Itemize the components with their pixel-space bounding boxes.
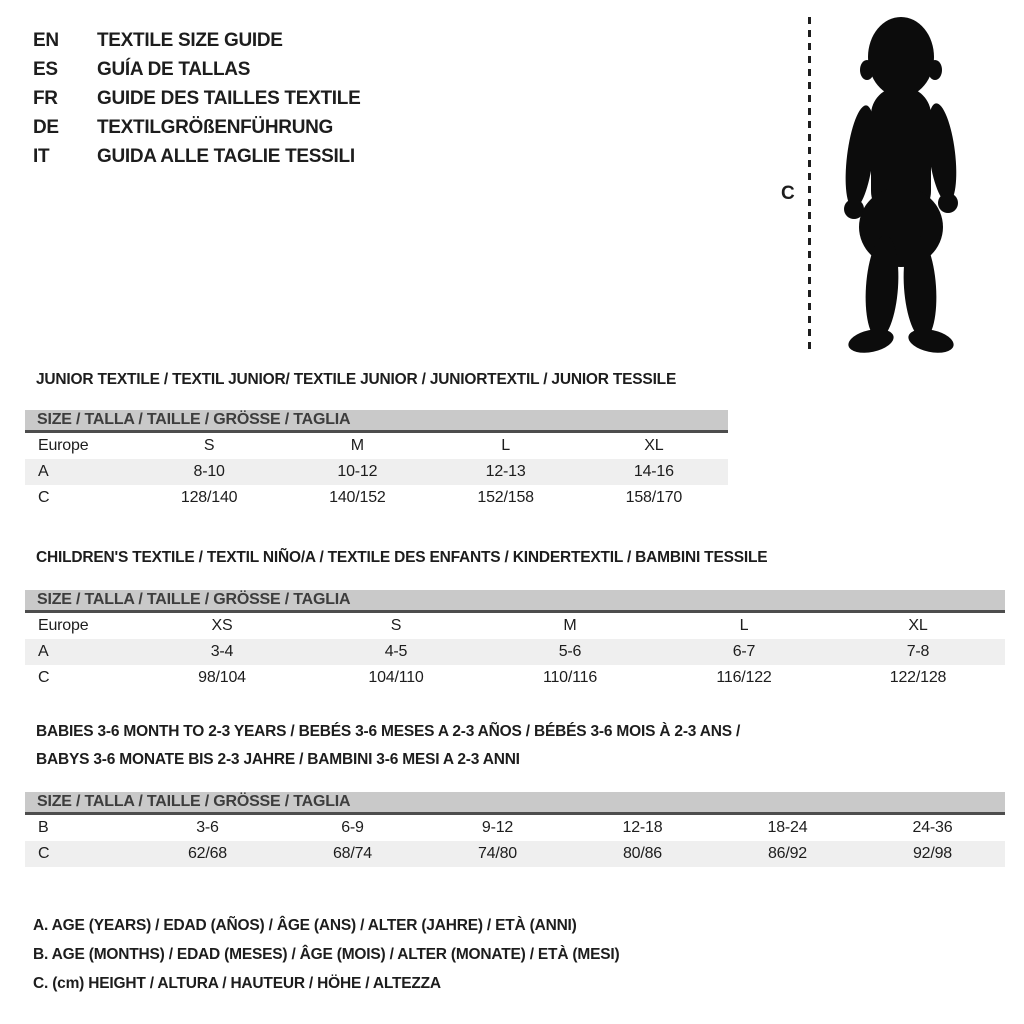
row-label: C bbox=[38, 845, 50, 862]
age-cell: 8-10 bbox=[193, 463, 225, 480]
height-cell: 62/68 bbox=[187, 845, 228, 862]
age-cell: 9-12 bbox=[481, 819, 514, 836]
junior-size-table bbox=[25, 410, 728, 511]
table-row-height bbox=[25, 485, 728, 511]
measurement-legend bbox=[33, 911, 619, 998]
table-row-height bbox=[25, 665, 1005, 691]
height-cell: 86/92 bbox=[767, 845, 808, 862]
height-cell: 68/74 bbox=[332, 845, 373, 862]
row-label: Europe bbox=[38, 617, 89, 634]
row-label: Europe bbox=[38, 437, 89, 454]
height-measure-label: C bbox=[781, 183, 795, 204]
age-cell: 6-7 bbox=[732, 643, 756, 660]
height-cell: 128/140 bbox=[180, 489, 238, 506]
language-title: GUIDA ALLE TAGLIE TESSILI bbox=[97, 145, 355, 167]
language-list bbox=[33, 26, 360, 171]
age-cell: 3-4 bbox=[210, 643, 234, 660]
height-cell: 74/80 bbox=[477, 845, 518, 862]
section-heading-babies-line2: BABYS 3-6 MONATE BIS 2-3 JAHRE / BAMBINI 3-6 MESI A 2-3 ANNI bbox=[36, 751, 520, 768]
height-cell: 152/158 bbox=[477, 489, 534, 506]
age-cell: 12-13 bbox=[485, 463, 526, 480]
language-code: FR bbox=[33, 87, 58, 109]
age-cell: 24-36 bbox=[912, 819, 953, 836]
legend-age-months: B. AGE (MONTHS) / EDAD (MESES) / ÂGE (MOIS) / ALTER (MONATE) / ETÀ (MESI) bbox=[33, 945, 620, 963]
height-cell: 80/86 bbox=[622, 845, 663, 862]
table-row-age-months bbox=[25, 815, 1005, 841]
size-cell: M bbox=[350, 437, 364, 454]
size-cell: XL bbox=[908, 617, 928, 634]
height-cell: 140/152 bbox=[329, 489, 386, 506]
size-cell: L bbox=[501, 437, 510, 454]
age-cell: 6-9 bbox=[341, 819, 364, 836]
size-table-header: SIZE / TALLA / TAILLE / GRÖSSE / TAGLIA bbox=[25, 590, 1005, 613]
language-row-es bbox=[33, 55, 360, 84]
language-title: GUIDE DES TAILLES TEXTILE bbox=[97, 87, 361, 109]
language-row-it bbox=[33, 142, 360, 171]
legend-height-cm: C. (cm) HEIGHT / ALTURA / HAUTEUR / HÖHE / ALTEZZA bbox=[33, 974, 441, 992]
language-code: IT bbox=[33, 145, 50, 167]
row-label: B bbox=[38, 819, 49, 836]
table-row-europe bbox=[25, 433, 728, 459]
children-size-table bbox=[25, 590, 1005, 691]
table-row-age bbox=[25, 639, 1005, 665]
toddler-silhouette-icon bbox=[831, 14, 971, 356]
age-cell: 5-6 bbox=[558, 643, 582, 660]
language-title: GUÍA DE TALLAS bbox=[97, 58, 251, 80]
age-cell: 18-24 bbox=[767, 819, 808, 836]
row-label: A bbox=[38, 643, 49, 660]
size-cell: XS bbox=[211, 617, 233, 634]
height-cell: 98/104 bbox=[198, 669, 246, 686]
language-code: ES bbox=[33, 58, 58, 80]
section-heading-babies-line1: BABIES 3-6 MONTH TO 2-3 YEARS / BEBÉS 3-6 MESES A 2-3 AÑOS / BÉBÉS 3-6 MOIS À 2-3 ANS / bbox=[36, 723, 741, 740]
table-row-age bbox=[25, 459, 728, 485]
height-cell: 104/110 bbox=[368, 669, 424, 686]
age-cell: 14-16 bbox=[633, 463, 674, 480]
height-cell: 122/128 bbox=[889, 669, 947, 686]
size-cell: XL bbox=[644, 437, 664, 454]
age-cell: 3-6 bbox=[196, 819, 219, 836]
language-title: TEXTILGRÖßENFÜHRUNG bbox=[97, 116, 334, 138]
size-table-header: SIZE / TALLA / TAILLE / GRÖSSE / TAGLIA bbox=[25, 792, 1005, 815]
row-label: C bbox=[38, 669, 50, 686]
height-measure-dashed-line bbox=[808, 17, 811, 354]
table-row-height bbox=[25, 841, 1005, 867]
height-cell: 110/116 bbox=[542, 669, 598, 686]
size-cell: S bbox=[203, 437, 215, 454]
age-cell: 10-12 bbox=[337, 463, 378, 480]
language-code: EN bbox=[33, 29, 59, 51]
age-cell: 4-5 bbox=[384, 643, 408, 660]
height-cell: 158/170 bbox=[625, 489, 683, 506]
size-table-header: SIZE / TALLA / TAILLE / GRÖSSE / TAGLIA bbox=[25, 410, 728, 433]
age-cell: 7-8 bbox=[906, 643, 930, 660]
language-row-fr bbox=[33, 84, 360, 113]
row-label: A bbox=[38, 463, 49, 480]
size-cell: M bbox=[563, 617, 577, 634]
size-cell: S bbox=[390, 617, 402, 634]
height-cell: 92/98 bbox=[912, 845, 953, 862]
language-title: TEXTILE SIZE GUIDE bbox=[97, 29, 283, 51]
babies-size-table bbox=[25, 792, 1005, 867]
age-cell: 12-18 bbox=[622, 819, 663, 836]
legend-age-years: A. AGE (YEARS) / EDAD (AÑOS) / ÂGE (ANS) / ALTER (JAHRE) / ETÀ (ANNI) bbox=[33, 916, 577, 934]
section-heading-junior: JUNIOR TEXTILE / TEXTIL JUNIOR/ TEXTILE JUNIOR / JUNIORTEXTIL / JUNIOR TESSILE bbox=[36, 371, 677, 388]
height-cell: 116/122 bbox=[716, 669, 772, 686]
section-heading-children: CHILDREN'S TEXTILE / TEXTIL NIÑO/A / TEXTILE DES ENFANTS / KINDERTEXTIL / BAMBINI TESSILE bbox=[36, 549, 768, 566]
language-code: DE bbox=[33, 116, 59, 138]
table-row-europe bbox=[25, 613, 1005, 639]
size-cell: L bbox=[739, 617, 749, 634]
row-label: C bbox=[38, 489, 50, 506]
language-row-en bbox=[33, 26, 360, 55]
language-row-de bbox=[33, 113, 360, 142]
